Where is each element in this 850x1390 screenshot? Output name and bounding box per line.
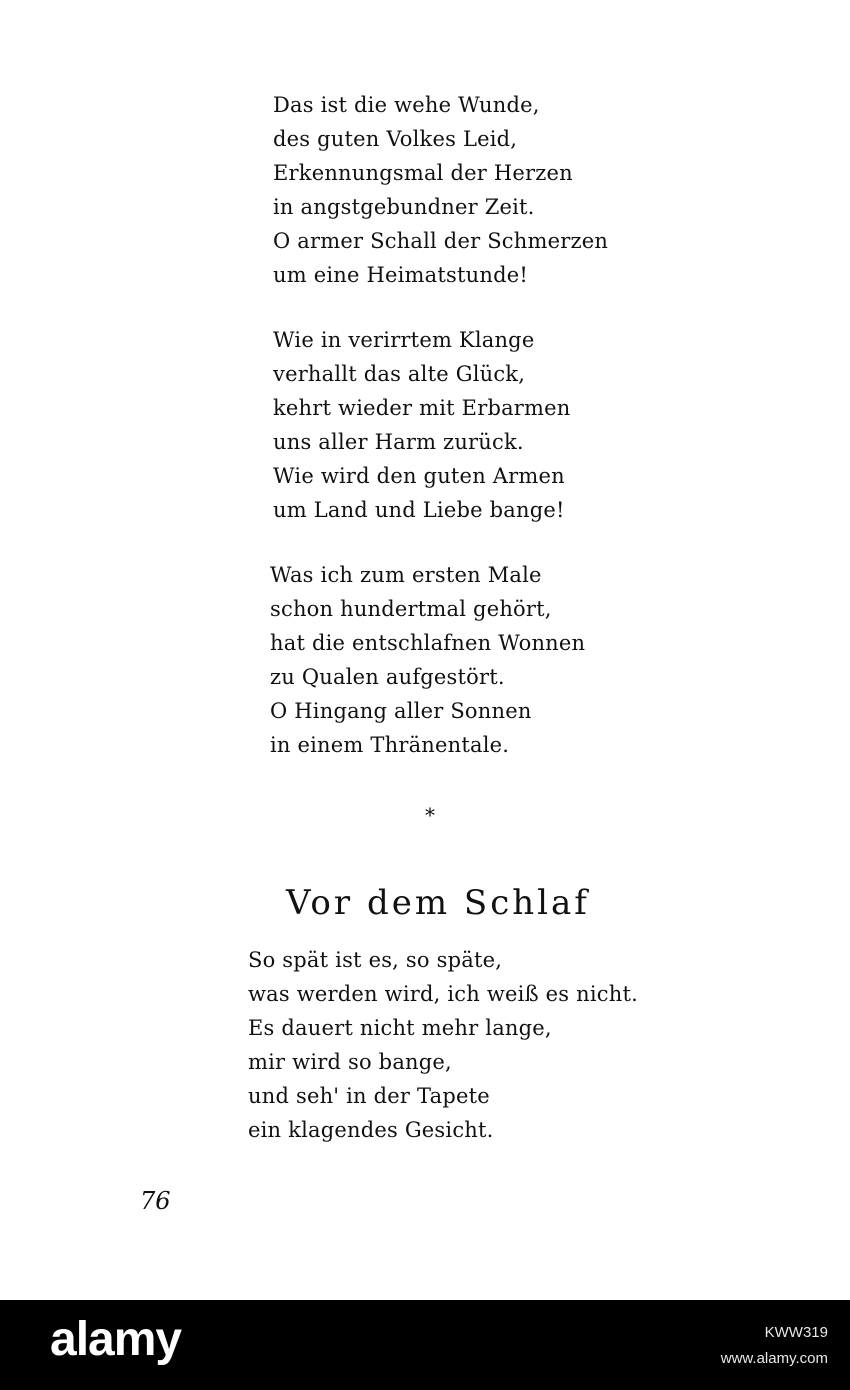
stanza-1 xyxy=(273,88,608,292)
verse-line: Wie wird den guten Armen xyxy=(273,464,565,488)
verse-line: hat die entschlafnen Wonnen xyxy=(270,631,586,655)
verse-line: des guten Volkes Leid, xyxy=(273,127,518,151)
poem-vor-dem-schlaf-stanza xyxy=(248,943,638,1147)
verse-line: zu Qualen aufgestört. xyxy=(270,665,505,689)
poem-title: Vor dem Schlaf xyxy=(286,883,590,923)
verse-line: uns aller Harm zurück. xyxy=(273,430,524,454)
watermark-footer xyxy=(0,1300,850,1390)
image-id: KWW319 xyxy=(764,1324,828,1341)
page-number: 76 xyxy=(140,1187,171,1215)
verse-line: in angstgebundner Zeit. xyxy=(273,195,535,219)
verse-line: um eine Heimatstunde! xyxy=(273,263,528,287)
verse-line: Was ich zum ersten Male xyxy=(270,563,542,587)
verse-line: verhallt das alte Glück, xyxy=(273,362,526,386)
verse-line: um Land und Liebe bange! xyxy=(273,498,565,522)
site-url: www.alamy.com xyxy=(720,1350,828,1367)
verse-line: Wie in verirrtem Klange xyxy=(273,328,535,352)
verse-line: und seh' in der Tapete xyxy=(248,1084,490,1108)
verse-line: Erkennungsmal der Herzen xyxy=(273,161,573,185)
verse-line: O armer Schall der Schmerzen xyxy=(273,229,609,253)
verse-line: ein klagendes Gesicht. xyxy=(248,1118,494,1142)
verse-line: kehrt wieder mit Erbarmen xyxy=(273,396,571,420)
verse-line: So spät ist es, so späte, xyxy=(248,948,503,972)
verse-line: O Hingang aller Sonnen xyxy=(270,699,532,723)
verse-line: was werden wird, ich weiß es nicht. xyxy=(248,982,639,1006)
verse-line: mir wird so bange, xyxy=(248,1050,452,1074)
verse-line: in einem Thränentale. xyxy=(270,733,510,757)
verse-line: Das ist die wehe Wunde, xyxy=(273,93,540,117)
alamy-logo: alamy xyxy=(50,1313,182,1366)
section-separator: * xyxy=(425,803,435,827)
stanza-2 xyxy=(273,323,571,527)
stanza-3 xyxy=(270,558,585,762)
verse-line: Es dauert nicht mehr lange, xyxy=(248,1016,552,1040)
verse-line: schon hundertmal gehört, xyxy=(270,597,552,621)
